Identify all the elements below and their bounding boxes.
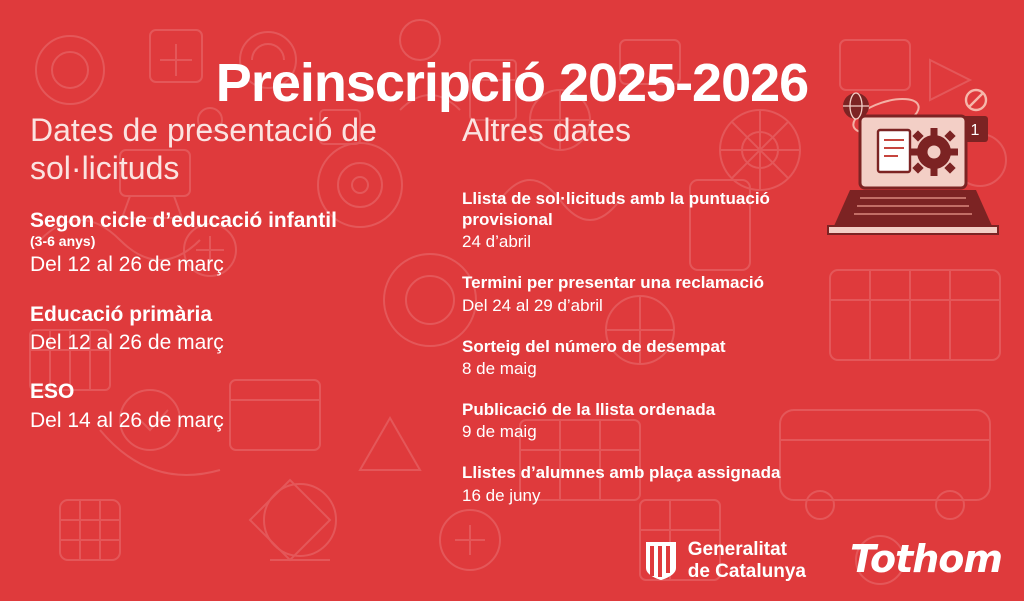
right-entry-title: Publicació de la llista ordenada [462, 400, 716, 420]
left-entry [30, 302, 445, 358]
generalitat-line-1: Generalitat [687, 539, 787, 561]
right-entry-title: Llistes d’alumnes amb plaça assignada [462, 463, 781, 483]
left-entry-title: Segon cicle d’educació infantil [30, 208, 337, 232]
left-entry-dates: Del 12 al 26 de març [30, 331, 224, 355]
right-entry [462, 272, 862, 316]
generalitat-line-2: de Catalunya [687, 561, 806, 583]
left-column-heading: Dates de presentació de sol·licituds [30, 112, 377, 186]
right-entry-date: 24 d’abril [462, 232, 531, 252]
right-entry-title: Llista de sol·licituds amb la puntuació provisional [462, 188, 770, 229]
right-entry-title: Sorteig del número de desempat [462, 336, 726, 356]
right-entry-date: 9 de maig [462, 422, 537, 442]
left-entry-dates: Del 14 al 26 de març [30, 408, 224, 432]
left-entry-dates: Del 12 al 26 de març [30, 253, 224, 277]
generalitat-shield-icon [644, 540, 678, 582]
right-entry [462, 336, 862, 380]
generalitat-text [688, 539, 806, 583]
right-entry-date: 16 de juny [462, 485, 541, 505]
right-column [462, 112, 862, 526]
right-entry-title: Termini per presentar una reclamació [462, 273, 765, 293]
page-title: Preinscripció 2025-2026 [215, 53, 809, 114]
right-entry-date: 8 de maig [462, 358, 537, 378]
left-entry-title: Educació primària [30, 302, 213, 326]
left-entry [30, 379, 445, 435]
left-column [30, 112, 445, 457]
tothom-logo: Tothom [849, 537, 1002, 581]
right-column-heading: Altres dates [462, 112, 631, 148]
right-entry [462, 188, 862, 254]
generalitat-logo [644, 539, 806, 583]
left-entry [30, 208, 445, 280]
right-entry [462, 462, 862, 506]
left-entry-subtitle: (3-6 anys) [30, 232, 96, 249]
right-entry [462, 399, 862, 443]
left-entry-title: ESO [30, 380, 75, 404]
laptop-illustration [816, 78, 1006, 248]
right-entry-date: Del 24 al 29 d’abril [462, 295, 603, 315]
laptop-badge-label: 1 [970, 122, 980, 139]
